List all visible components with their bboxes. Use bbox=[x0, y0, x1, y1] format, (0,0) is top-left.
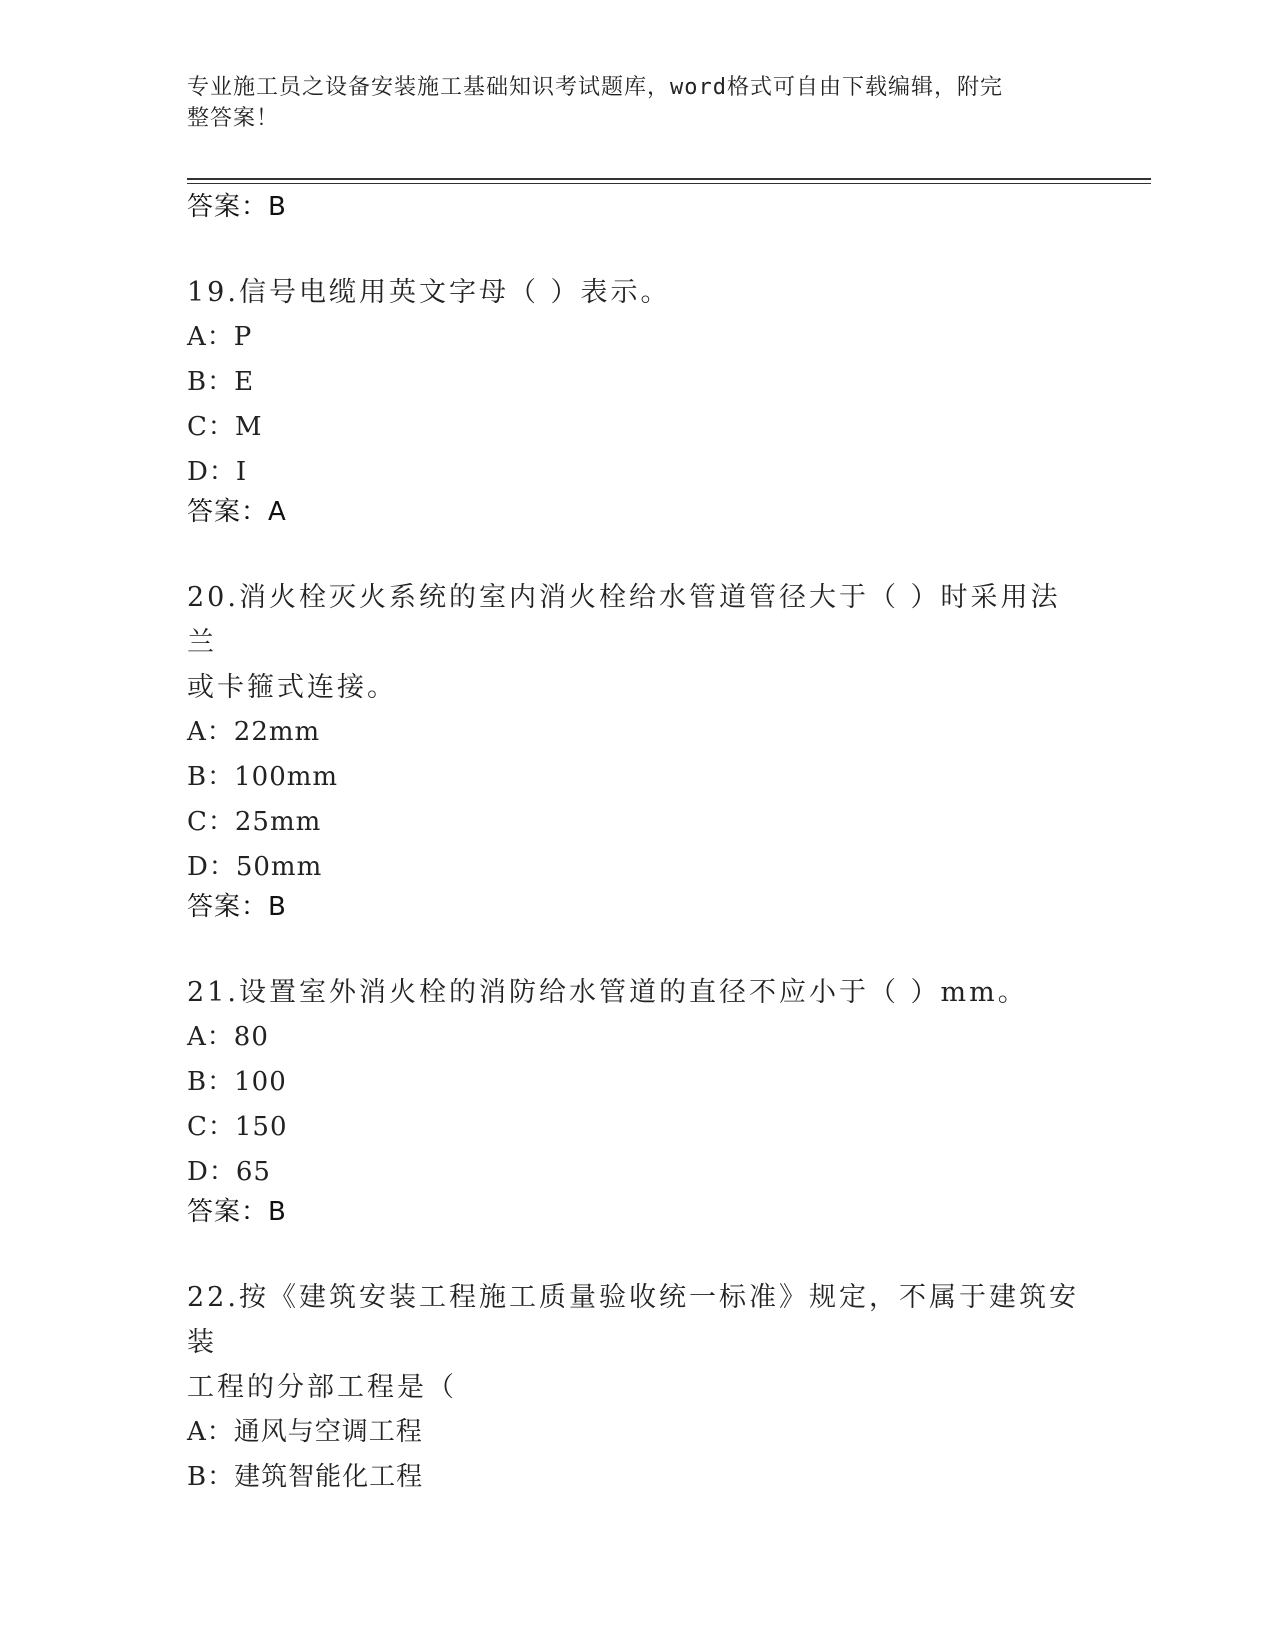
question-21-answer: 答案：B bbox=[187, 1197, 287, 1227]
question-20-text-line-2: 或卡箍式连接。 bbox=[187, 672, 397, 703]
question-19-option-b: B：E bbox=[187, 367, 255, 397]
question-list bbox=[187, 190, 1087, 1500]
question-22-option-b: B：建筑智能化工程 bbox=[187, 1462, 424, 1492]
question-20-option-a: A：22mm bbox=[187, 717, 321, 747]
question-20-option-d: D：50mm bbox=[187, 852, 323, 882]
question-21 bbox=[187, 970, 1087, 1229]
header-divider-thick bbox=[187, 178, 1151, 180]
question-21-option-c: C：150 bbox=[187, 1112, 288, 1142]
question-21-option-d: D：65 bbox=[187, 1157, 271, 1187]
header-line-1: 专业施工员之设备安装施工基础知识考试题库，word格式可自由下载编辑，附完 bbox=[187, 75, 1003, 100]
header-line-2: 整答案！ bbox=[187, 106, 280, 131]
question-19-text: 19.信号电缆用英文字母（ ）表示。 bbox=[187, 277, 671, 308]
question-19-option-c: C：M bbox=[187, 412, 263, 442]
question-22-text-line-2: 工程的分部工程是（ bbox=[187, 1372, 457, 1403]
question-20-option-b: B：100mm bbox=[187, 762, 339, 792]
page-header bbox=[187, 72, 1087, 134]
question-19 bbox=[187, 270, 1087, 529]
question-20 bbox=[187, 575, 1087, 924]
question-20-answer: 答案：B bbox=[187, 892, 287, 922]
question-22-option-a: A：通风与空调工程 bbox=[187, 1417, 423, 1447]
question-22 bbox=[187, 1275, 1087, 1500]
question-22-text-line-1: 22.按《建筑安装工程施工质量验收统一标准》规定，不属于建筑安装 bbox=[187, 1282, 1079, 1358]
question-19-answer: 答案：A bbox=[187, 497, 287, 527]
question-19-option-d: D：I bbox=[187, 457, 248, 487]
question-19-option-a: A：P bbox=[187, 322, 253, 352]
question-20-option-c: C：25mm bbox=[187, 807, 322, 837]
question-21-text: 21.设置室外消火栓的消防给水管道的直径不应小于（ ）mm。 bbox=[187, 977, 1028, 1008]
question-21-option-a: A：80 bbox=[187, 1022, 269, 1052]
header-divider-thin bbox=[187, 183, 1151, 184]
question-21-option-b: B：100 bbox=[187, 1067, 287, 1097]
question-20-text-line-1: 20.消火栓灭火系统的室内消火栓给水管道管径大于（ ）时采用法兰 bbox=[187, 582, 1061, 658]
answer-previous: 答案：B bbox=[187, 192, 287, 222]
